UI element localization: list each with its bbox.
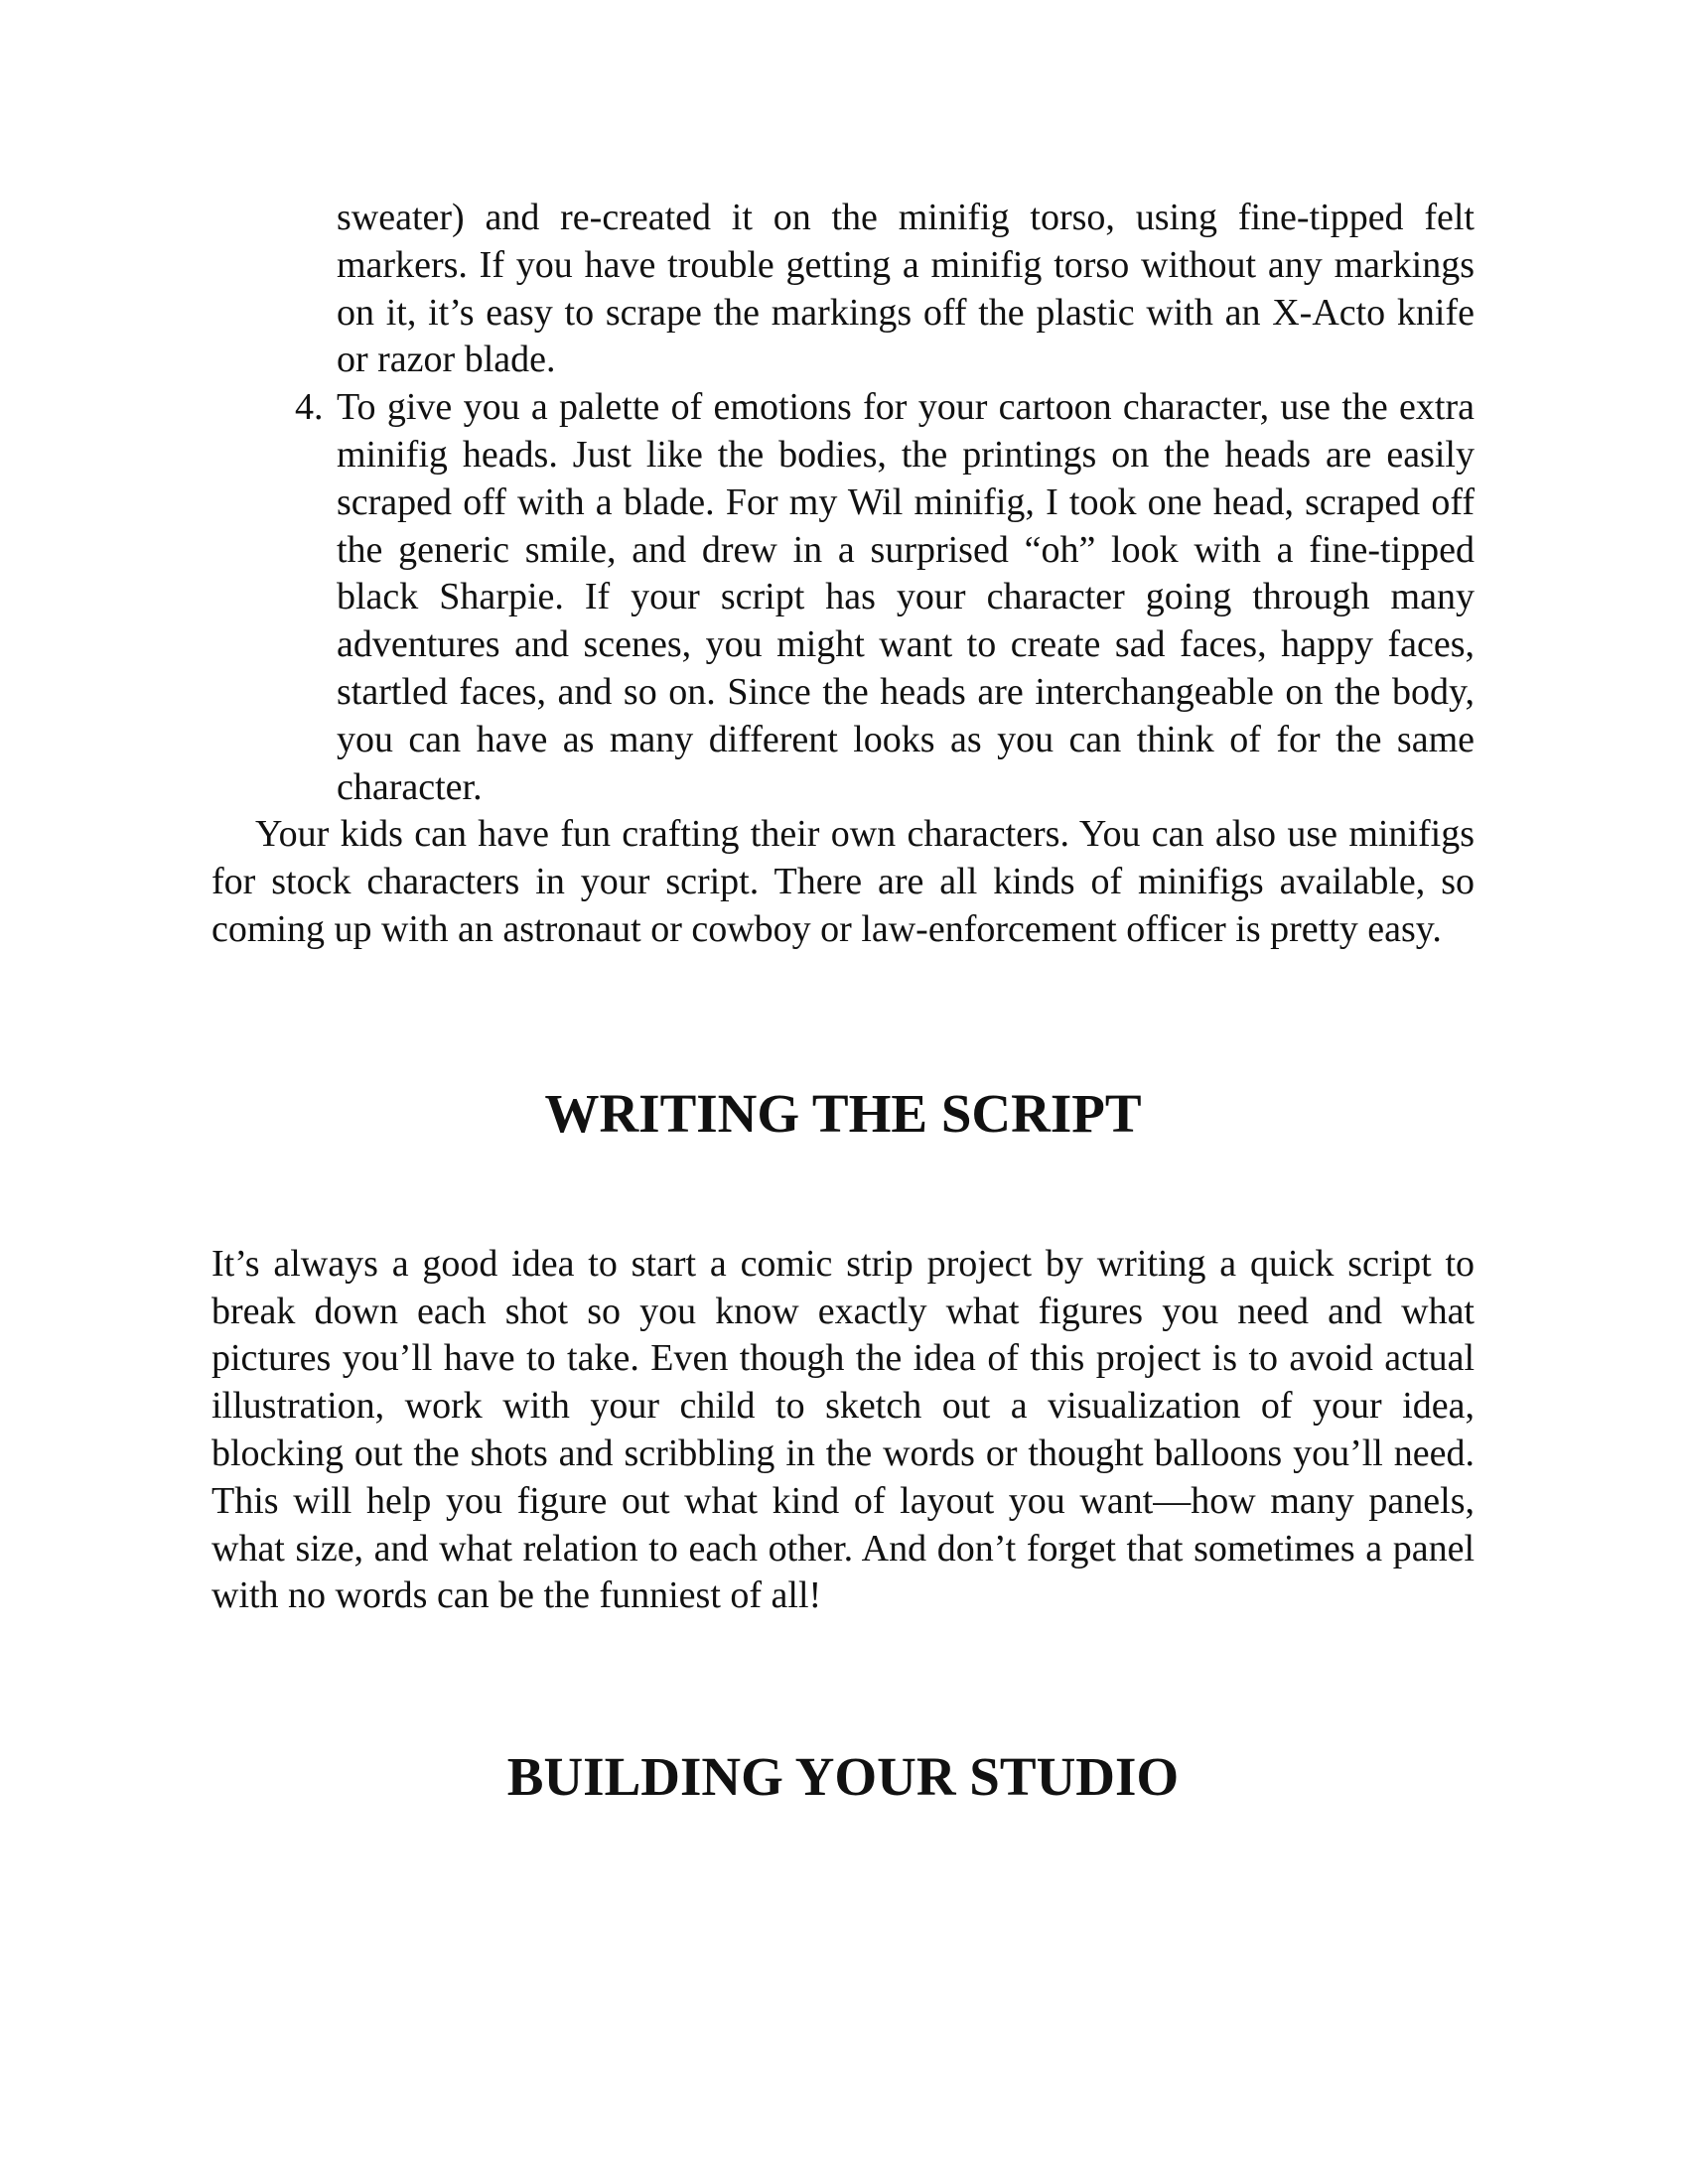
list-item-text: To give you a palette of emotions for your cartoon character, use the extra minifig heads. Just like the bodies, the printings on the heads are easily scraped off with a blade. For my Wil minifig, I took one head, scraped off the generic smile, and drew in a surprised “oh” look with a fine-tipped black Sharpie. If your script has your character going through many adventures and scenes, you might want to create sad faces, happy faces, startled faces, and so on. Since the heads are interchangeable on the body, you can have as many different looks as you can think of for the same character. <box>337 386 1475 808</box>
body-paragraph-characters: Your kids can have fun crafting their own characters. You can also use minifigs for stock characters in your script. There are all kinds of minifigs available, so coming up with an astronaut or cowboy or law-enforcement officer is pretty easy. <box>211 813 1475 950</box>
list-item-3-continuation: sweater) and re-created it on the minifig torso, using fine-tipped felt markers. If you have trouble getting a minifig torso without any markings on it, it’s easy to scrape the markings off the plastic with an X-Acto knife or razor blade. <box>337 197 1475 381</box>
section-heading-building-your-studio: BUILDING YOUR STUDIO <box>506 1746 1180 1808</box>
body-paragraph-writing-the-script: It’s always a good idea to start a comic strip project by writing a quick script to break down each shot so you know exactly what figures you need and what pictures you’ll have to take. Even though the idea of this project is to avoid actual illustration, work with your child to sketch out a visualization of your idea, blocking out the shots and scribbling in the words or thought balloons you’ll need. This will help you figure out what kind of layout you want—how many panels, what size, and what relation to each other. And don’t forget that sometimes a panel with no words can be the funniest of all! <box>211 1242 1475 1617</box>
list-item-4 <box>295 384 1475 811</box>
list-item-number: 4. <box>295 386 324 429</box>
section-heading-writing-the-script: WRITING THE SCRIPT <box>544 1082 1142 1144</box>
document-page <box>211 195 1475 1809</box>
